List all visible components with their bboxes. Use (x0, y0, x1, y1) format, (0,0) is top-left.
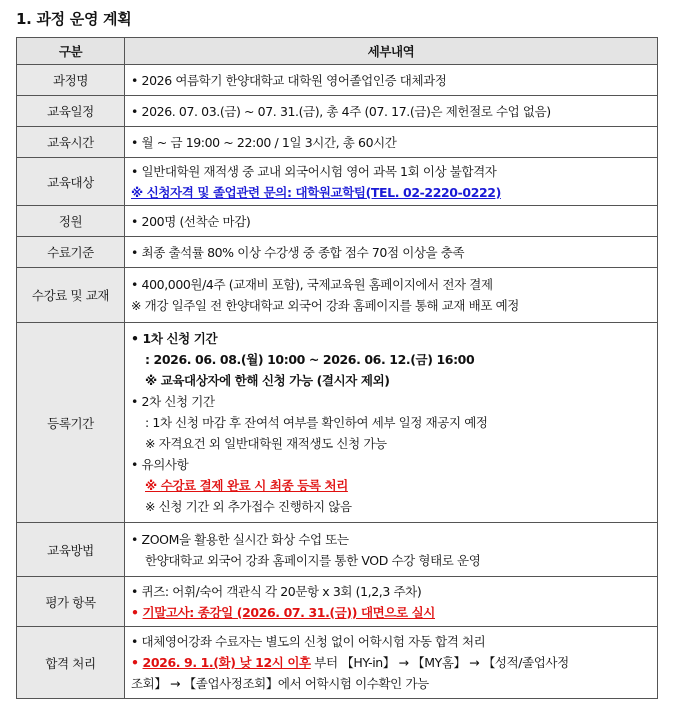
table-row-method (17, 523, 658, 577)
inquiry-contact-link[interactable]: ※ 신청자격 및 졸업관련 문의: 대학원교학팀(TEL. 02-2220-0222) (131, 184, 501, 200)
row-detail (125, 523, 658, 577)
row-label: 평가 항목 (17, 577, 125, 627)
row-detail (125, 237, 658, 268)
row-label: 정원 (17, 206, 125, 237)
final-exam-bullet: • (131, 604, 143, 620)
table-row-target (17, 158, 658, 206)
row-detail (125, 268, 658, 323)
row-detail (125, 323, 658, 523)
row-detail (125, 127, 658, 158)
table-row-completion (17, 237, 658, 268)
table-header-row (17, 38, 658, 65)
method-text: • ZOOM을 활용한 실시간 화상 수업 또는 (131, 531, 349, 547)
row-label: 수강료 및 교재 (17, 268, 125, 323)
header-detail: 세부내역 (125, 38, 658, 65)
quiz-text: • 퀴즈: 어휘/숙어 객관식 각 20문항 x 3회 (1,2,3 주차) (131, 583, 422, 599)
row-detail (125, 65, 658, 96)
table-row-pass (17, 627, 658, 699)
row-label: 교육일정 (17, 96, 125, 127)
method-text-2: 한양대학교 외국어 강좌 홈페이지를 통한 VOD 수강 형태로 운영 (145, 552, 481, 568)
table-row-course (17, 65, 658, 96)
table-row-registration (17, 323, 658, 523)
target-text: • 일반대학원 재적생 중 교내 외국어시험 영어 과목 1회 이상 불합격자 (131, 163, 497, 179)
pass-date-bullet: • (131, 655, 143, 670)
course-plan-table (16, 37, 658, 699)
row-label: 등록기간 (17, 323, 125, 523)
first-round-title: • 1차 신청 기간 (131, 331, 218, 346)
payment-warning: ※ 수강료 결제 완료 시 최종 등록 처리 (145, 478, 348, 493)
row-detail (125, 158, 658, 206)
table-row-fee (17, 268, 658, 323)
no-extra-registration-note: ※ 신청 기간 외 추가접수 진행하지 않음 (145, 499, 352, 514)
row-detail (125, 206, 658, 237)
row-label: 교육시간 (17, 127, 125, 158)
schedule-text: • 2026. 07. 03.(금) ~ 07. 31.(금), 총 4주 (07. 17.(금)은 제헌절로 수업 없음) (131, 103, 551, 119)
course-name: • 2026 여름학기 한양대학교 대학원 영어졸업인증 대체과정 (131, 72, 447, 88)
row-detail (125, 577, 658, 627)
fee-text: • 400,000원/4주 (교재비 포함), 국제교육원 홈페이지에서 전자 결제 (131, 277, 493, 292)
table-row-evaluation (17, 577, 658, 627)
time-text: • 월 ~ 금 19:00 ~ 22:00 / 1일 3시간, 총 60시간 (131, 134, 397, 150)
caution-title: • 유의사항 (131, 457, 189, 472)
row-detail (125, 96, 658, 127)
second-round-period: : 1차 신청 마감 후 잔여석 여부를 확인하여 세부 일정 재공지 예정 (145, 415, 488, 430)
row-label: 교육방법 (17, 523, 125, 577)
row-detail (125, 627, 658, 699)
final-exam-text: 기말고사: 종강일 (2026. 07. 31.(금)) 대면으로 실시 (142, 604, 435, 620)
second-round-title: • 2차 신청 기간 (131, 394, 215, 409)
table-row-time (17, 127, 658, 158)
second-round-note: ※ 자격요건 외 일반대학원 재적생도 신청 가능 (145, 436, 387, 451)
row-label: 수료기준 (17, 237, 125, 268)
header-category: 구분 (17, 38, 125, 65)
pass-path-2: 조회】 → 【졸업사정조회】에서 어학시험 이수확인 가능 (131, 676, 429, 691)
pass-path: 부터 【HY-in】 → 【MY홈】 → 【성적/졸업사정 (310, 655, 569, 670)
row-label: 합격 처리 (17, 627, 125, 699)
table-row-schedule (17, 96, 658, 127)
capacity-text: • 200명 (선착순 마감) (131, 213, 251, 229)
table-row-capacity (17, 206, 658, 237)
fee-note: ※ 개강 일주일 전 한양대학교 외국어 강좌 홈페이지를 통해 교재 배포 예정 (131, 298, 519, 313)
row-label: 과정명 (17, 65, 125, 96)
first-round-note: ※ 교육대상자에 한해 신청 가능 (결시자 제외) (145, 373, 390, 388)
pass-text: • 대체영어강좌 수료자는 별도의 신청 없이 어학시험 자동 합격 처리 (131, 634, 486, 649)
completion-text: • 최종 출석률 80% 이상 수강생 중 종합 점수 70점 이상을 충족 (131, 244, 465, 260)
section-title: 1. 과정 운영 계획 (16, 10, 132, 28)
row-label: 교육대상 (17, 158, 125, 206)
first-round-period: : 2026. 06. 08.(월) 10:00 ~ 2026. 06. 12.(금) 16:00 (145, 352, 475, 367)
pass-date: 2026. 9. 1.(화) 낮 12시 이후 (142, 655, 311, 670)
